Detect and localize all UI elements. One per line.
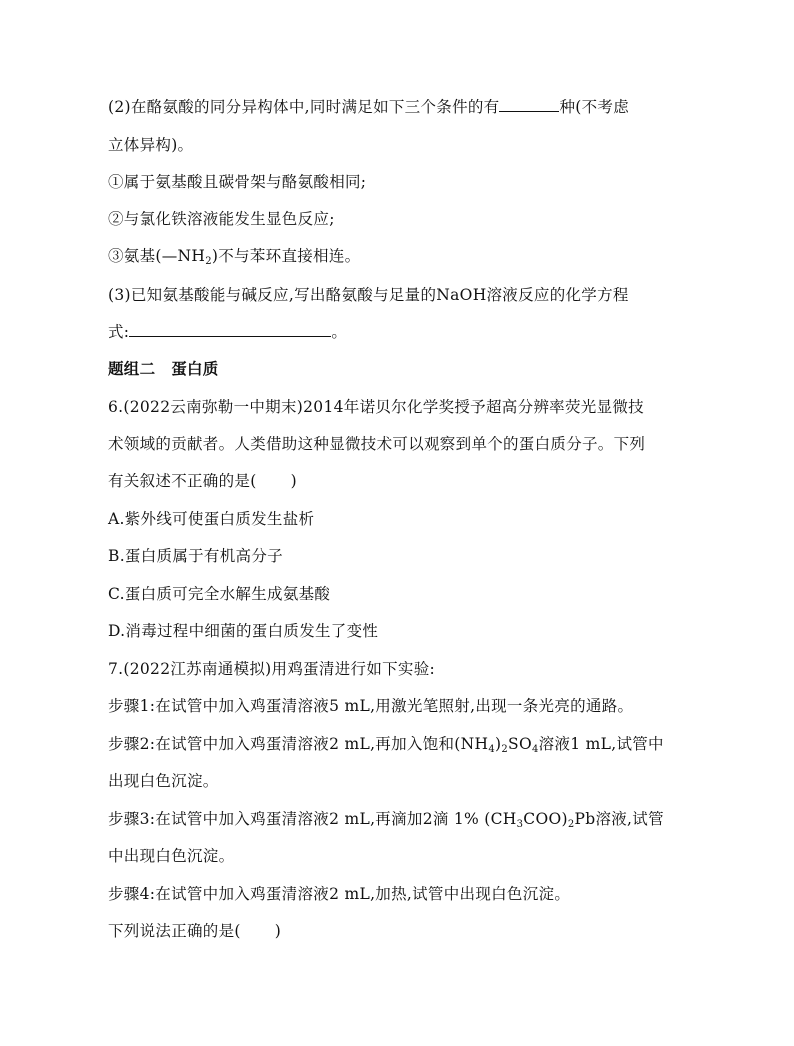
- answer-blank-equation[interactable]: [129, 322, 331, 337]
- q6-option-b[interactable]: B.蛋白质属于有机高分子: [108, 547, 283, 565]
- step2-text-b: ): [495, 735, 502, 753]
- step2-text: 步骤2:在试管中加入鸡蛋清溶液2 mL,再加入饱和(NH: [108, 735, 489, 753]
- q6-stem: 有关叙述不正确的是(: [108, 472, 257, 490]
- q7-step-1: 步骤1:在试管中加入鸡蛋清溶液5 mL,用激光笔照射,出现一条光亮的通路。: [108, 697, 634, 715]
- q5-condition-3: [108, 246, 360, 272]
- q7-question: [108, 921, 281, 941]
- step3-sub1: 3: [516, 819, 524, 830]
- cond3-subscript: 2: [205, 256, 212, 267]
- part3-end: 。: [331, 323, 348, 341]
- q5-condition-1: ①属于氨基酸且碳骨架与酪氨酸相同;: [108, 173, 367, 191]
- q5-part3-line2: [108, 322, 347, 342]
- q6-option-a[interactable]: A.紫外线可使蛋白质发生盐析: [108, 510, 315, 528]
- q5-part2-line1: [108, 97, 629, 117]
- answer-blank-count[interactable]: [499, 97, 559, 112]
- q7-stem: 下列说法正确的是(: [108, 922, 241, 940]
- section-title: 题组二 蛋白质: [108, 359, 219, 378]
- step3-text-c: Pb溶液,试管: [574, 810, 664, 828]
- q6-line2: 术领域的贡献者。人类借助这种显微技术可以观察到单个的蛋白质分子。下列: [108, 435, 646, 453]
- q7-step-3-line2: 中出现白色沉淀。: [108, 847, 235, 865]
- q6-line1: 6.(2022云南弥勒一中期末)2014年诺贝尔化学奖授予超高分辨率荧光显微技: [108, 398, 644, 416]
- step2-text-c: SO: [508, 735, 532, 753]
- step2-sub1: 4: [488, 744, 495, 755]
- cond3-text-end: )不与苯环直接相连。: [211, 247, 361, 265]
- cond3-text: ③氨基(—NH: [108, 247, 206, 265]
- step2-sub2: 2: [501, 744, 509, 755]
- step3-sub2: 2: [567, 819, 575, 830]
- step3-text: 步骤3:在试管中加入鸡蛋清溶液2 mL,再滴加2滴 1% (CH: [108, 810, 517, 828]
- q5-part2-line2: 立体异构)。: [108, 136, 194, 154]
- q7-step-2-line2: 出现白色沉淀。: [108, 772, 219, 790]
- q6-option-c[interactable]: C.蛋白质可完全水解生成氨基酸: [108, 585, 331, 603]
- q5-condition-2: ②与氯化铁溶液能发生显色反应;: [108, 210, 335, 228]
- step2-text-d: 溶液1 mL,试管中: [538, 735, 664, 753]
- q5-part3-line1: (3)已知氨基酸能与碱反应,写出酪氨酸与足量的NaOH溶液反应的化学方程: [108, 286, 629, 304]
- q6-option-d[interactable]: D.消毒过程中细菌的蛋白质发生了变性: [108, 622, 379, 640]
- q7-step-3-line1: [108, 809, 664, 835]
- q7-intro: 7.(2022江苏南通模拟)用鸡蛋清进行如下实验:: [108, 660, 436, 678]
- step3-text-b: COO): [523, 810, 568, 828]
- q6-line3: [108, 471, 297, 491]
- q7-step-4: 步骤4:在试管中加入鸡蛋清溶液2 mL,加热,试管中出现白色沉淀。: [108, 885, 571, 903]
- q7-step-2-line1: [108, 734, 664, 760]
- q5-part2-text-end: 种(不考虑: [559, 98, 630, 116]
- q5-part2-text: (2)在酪氨酸的同分异构体中,同时满足如下三个条件的有: [108, 98, 500, 116]
- step2-sub3: 4: [531, 744, 539, 755]
- part3-label: 式:: [108, 323, 130, 341]
- q6-paren-close: ): [290, 472, 297, 490]
- q7-paren-close: ): [274, 922, 282, 940]
